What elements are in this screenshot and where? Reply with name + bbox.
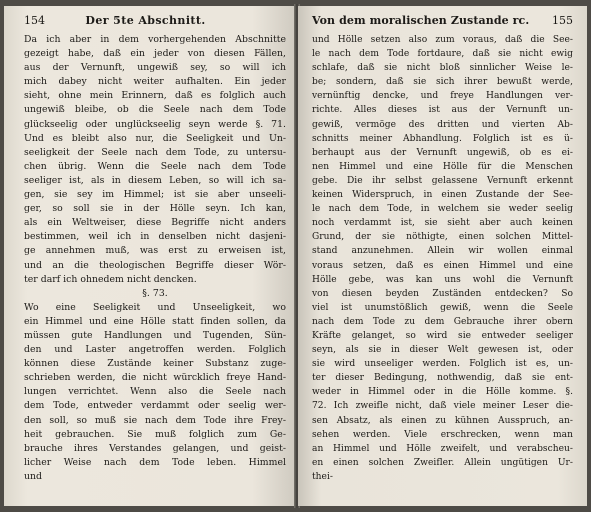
text-line: aus der Vernunft, ungewiß sey, so will ich [24, 62, 286, 74]
text-line: berhaupt aus der Vernunft ungewiß, ob es ei- [312, 147, 573, 158]
text-line: 72. Ich zweifle nicht, daß viele meiner Leser die- [312, 401, 573, 412]
text-line: können diese Zustände keiner Substanz zuge- [24, 358, 286, 370]
text-line: noch verdammt ist, sie sieht aber auch keinen [312, 218, 573, 229]
text-line: nach dem Tode zu dem Gebrauche ihrer obern [312, 316, 573, 327]
text-line: dem Tode, entweder verdammt oder seelig wer- [24, 400, 286, 412]
text-line: Da ich aber in dem vorhergehenden Abschnitte [24, 34, 286, 45]
text-line: viel ist unumstößlich gewiß, wenn die Seele [312, 302, 573, 313]
text-line: ter darf ich ohnedem nicht dencken. [24, 273, 197, 285]
text-line: richte. Alles dieses ist aus der Vernunft un- [312, 105, 573, 116]
right-page-body [312, 33, 573, 484]
left-running-head: Der 5te Abschnitt. [85, 14, 206, 27]
text-line: ge annehmen muß, was erst zu erweisen ist, [24, 245, 286, 257]
right-page-number: 155 [552, 14, 573, 27]
text-line: keinen Widerspruch, in einen Zustande der See- [312, 190, 573, 201]
right-running-head: Von dem moralischen Zustande rc. [312, 14, 530, 27]
text-line: ein Himmel und eine Hölle statt finden sollen, da [24, 315, 286, 327]
text-line: Hölle gebe, was kan uns wohl die Vernunft [312, 274, 573, 285]
text-line: sen Absatz, als einen zu kühnen Ausspruch, an- [312, 415, 573, 426]
text-line: stand anzunehmen. Allein wir wollen einmal [312, 246, 573, 257]
text-line: le nach dem Tode, in welchem sie weder seelig [312, 204, 573, 215]
text-line: gen, sie sey im Himmel; ist sie aber unseeli- [24, 189, 286, 201]
text-line: an Himmel und Hölle zweifelt, und verabscheu- [312, 443, 573, 454]
text-line: ungewiß bleibe, ob die Seele nach dem Tode [24, 104, 286, 116]
text-line: brauche ihres Verstandes gelangen, und geist- [24, 442, 286, 454]
text-line: heit gebrauchen. Sie muß folglich zum Ge- [24, 428, 286, 440]
right-page-header [312, 14, 573, 27]
left-page-header [24, 14, 286, 27]
text-line: gebe. Die ihr selbst gelassene Vernunft erkennt [312, 175, 573, 186]
text-line: licher Weise nach dem Tode leben. Himmel [24, 456, 286, 468]
text-line: seeligkeit der Seele nach dem Tode, zu untersu- [24, 146, 286, 158]
text-line: nen Himmel und eine Hölle für die Menschen [312, 161, 573, 172]
text-line: le nach dem Tode fortdaure, daß sie nicht ewig [312, 49, 573, 60]
text-line: als ein Weltweiser, diese Begriffe nicht anders [24, 217, 286, 229]
left-page-number: 154 [24, 14, 45, 27]
left-page-body-section [24, 301, 286, 484]
text-line: be; sondern, daß sie sich ihrer bewußt werde, [312, 77, 573, 88]
text-line: und [24, 470, 42, 482]
text-line: Und es bleibt also nur, die Seeligkeit und Un- [24, 132, 286, 144]
text-line: thei- [312, 471, 333, 482]
text-line: seyn, als sie in dieser Welt gewesen ist, oder [312, 345, 573, 356]
text-line: von diesen beyden Zuständen entdecken? So [312, 288, 573, 299]
text-line: chen übrig. Wenn die Seele nach dem Tode [24, 160, 286, 172]
text-line: müssen gute Handlungen und Tugenden, Sün- [24, 329, 286, 341]
text-line: weder in Himmel oder in die Hölle komme. §. [312, 387, 573, 398]
text-line: vernünftig dencke, und freye Handlungen ver- [312, 91, 573, 102]
text-line: bestimmen, weil ich in denselben nicht dasjeni- [24, 231, 286, 243]
text-line: mich dabey nicht weiter aufhalten. Ein jeder [24, 76, 286, 88]
text-line: den soll, so muß sie nach dem Tode ihre Frey- [24, 414, 286, 426]
right-page [298, 6, 587, 506]
text-line: und Hölle setzen also zum voraus, daß die See- [312, 35, 573, 45]
text-line: schrieben werden, die nicht würcklich freye Hand- [24, 372, 286, 384]
text-line: und an die theologischen Begriffe dieser Wör- [24, 259, 286, 271]
left-page-body [24, 33, 286, 287]
text-line: glückseelig oder unglückseelig seyn werde §. 71. [24, 118, 286, 130]
text-line: seeliger ist, als in diesem Leben, so will ich sa- [24, 174, 286, 186]
text-line: gezeigt habe, daß ein jeder von diesen Fällen, [24, 48, 286, 60]
text-line: Grund, der sie nöthigte, einen solchen Mittel- [312, 232, 573, 243]
left-page [4, 6, 296, 506]
text-line: lungen verrichtet. Wenn also die Seele nach [24, 386, 286, 398]
text-line: Kräfte gelanget, so wird sie entweder seeliger [312, 330, 573, 341]
text-line: sehen werden. Viele erschrecken, wenn man [312, 429, 573, 440]
text-line: Wo eine Seeligkeit und Unseeligkeit, wo [24, 301, 286, 313]
text-line: gewiß, vermöge des dritten und vierten Ab- [312, 119, 573, 130]
section-mark: §. 73. [142, 287, 168, 299]
text-line: schlafe, daß sie nicht bloß sinnlicher Weise le- [312, 63, 573, 74]
text-line: sie wird unseeliger werden. Folglich ist es, un- [312, 359, 573, 370]
text-line: den und Laster angetroffen werden. Folglich [24, 344, 286, 356]
text-line: en einen solchen Zweifler. Allein ungütigen Ur- [312, 457, 573, 468]
text-line: sieht, ohne mein Erinnern, daß es folglich auch [24, 90, 286, 102]
text-line: ter dieser Bedingung, nothwendig, daß sie ent- [312, 373, 573, 384]
text-line: ger, so soll sie in der Hölle seyn. Ich kan, [24, 203, 286, 215]
text-line: voraus setzen, daß es einen Himmel und eine [312, 260, 573, 271]
text-line: schnitts meiner Abhandlung. Folglich ist es ü- [312, 133, 573, 144]
